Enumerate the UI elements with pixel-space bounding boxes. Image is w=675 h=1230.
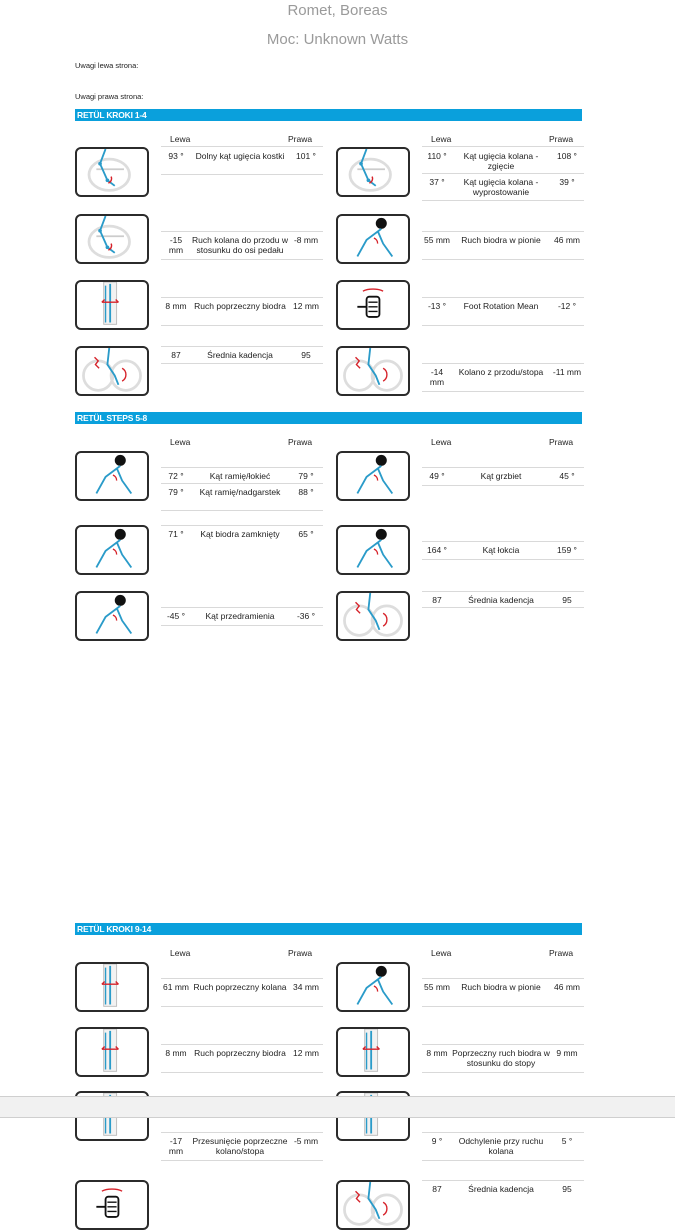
metric-row <box>162 485 322 497</box>
left-value: 55 mm <box>424 235 450 245</box>
divider <box>161 1044 323 1045</box>
cadence-icon <box>336 1180 410 1230</box>
metric-row <box>423 175 583 197</box>
metric-name: Kąt ugięcia kolana - zgięcie <box>463 151 539 171</box>
col-left-header: Lewa <box>170 437 191 447</box>
right-value: 12 mm <box>293 301 319 311</box>
metric-name: Kąt ramię/nadgarstek <box>199 487 281 497</box>
divider <box>422 259 584 260</box>
metric-name: Kąt ugięcia kolana - wyprostowanie <box>463 177 539 197</box>
knee-angle-icon <box>336 147 410 197</box>
metric-row <box>162 527 322 539</box>
metric-row <box>162 299 322 311</box>
left-value: 87 <box>171 350 181 360</box>
metric-row <box>423 469 583 481</box>
divider <box>422 173 584 174</box>
divider <box>422 559 584 560</box>
divider <box>161 483 323 484</box>
col-left-header: Lewa <box>431 948 452 958</box>
divider <box>422 200 584 201</box>
knee-over-foot-icon <box>336 346 410 396</box>
knee-forward-icon <box>75 214 149 264</box>
divider <box>422 297 584 298</box>
right-value: -5 mm <box>293 1136 319 1146</box>
section-title-steps-5-8: RETÜL STEPS 5-8 <box>75 412 582 424</box>
forearm-angle-icon <box>75 591 149 641</box>
right-value: -11 mm <box>552 367 582 377</box>
divider <box>422 591 584 592</box>
left-value: -13 ° <box>427 301 447 311</box>
left-value: 9 ° <box>431 1136 443 1146</box>
left-value: 55 mm <box>424 982 450 992</box>
right-value: 95 <box>562 595 572 605</box>
power-label: Moc: Unknown Watts <box>266 31 409 48</box>
metric-name: Średnia kadencja <box>468 595 534 605</box>
metric-name: Ruch kolana do przodu w stosunku do osi pedału <box>192 235 288 255</box>
metric-row <box>423 1134 583 1156</box>
right-value: 101 ° <box>296 151 316 161</box>
left-value: 87 <box>432 1184 442 1194</box>
right-value: 95 <box>562 1184 572 1194</box>
metric-row <box>423 593 583 605</box>
divider <box>422 485 584 486</box>
metric-row <box>162 348 322 360</box>
right-value: -8 mm <box>293 235 319 245</box>
col-left-header: Lewa <box>431 437 452 447</box>
metric-name: Kolano z przodu/stopa <box>458 367 544 377</box>
divider <box>161 1072 323 1073</box>
right-value: 5 ° <box>561 1136 573 1146</box>
divider <box>422 467 584 468</box>
divider <box>422 1180 584 1181</box>
metric-name: Średnia kadencja <box>207 350 273 360</box>
left-value: 71 ° <box>168 529 184 539</box>
right-value: 39 ° <box>559 177 575 187</box>
hip-lateral-front-icon <box>75 1027 149 1077</box>
metric-row <box>162 1134 322 1156</box>
pedal-ankle-icon <box>75 147 149 197</box>
back-angle-icon <box>336 451 410 501</box>
section-title-steps-1-4: RETÜL KROKI 1-4 <box>75 109 582 121</box>
divider <box>161 467 323 468</box>
right-value: -36 ° <box>296 611 316 621</box>
metric-row <box>423 365 583 387</box>
metric-row <box>162 980 322 992</box>
col-left-header: Lewa <box>170 948 191 958</box>
metric-name: Kąt grzbiet <box>480 471 522 481</box>
divider <box>422 231 584 232</box>
metric-name: Ruch poprzeczny biodra <box>194 1048 286 1058</box>
left-value: 37 ° <box>429 177 445 187</box>
left-value: 164 ° <box>427 545 447 555</box>
hip-foot-lateral-icon <box>336 1027 410 1077</box>
metric-name: Ruch poprzeczny biodra <box>194 301 286 311</box>
metric-row <box>423 1182 583 1194</box>
right-value: 46 mm <box>554 235 580 245</box>
col-right-header: Prawa <box>288 437 313 447</box>
left-value: -14 mm <box>429 367 445 387</box>
hip-vertical-icon <box>336 962 410 1012</box>
left-value: 8 mm <box>165 1048 187 1058</box>
metric-name: Średnia kadencja <box>468 1184 534 1194</box>
divider <box>161 346 323 347</box>
left-value: -15 mm <box>168 235 184 255</box>
left-value: 87 <box>432 595 442 605</box>
metric-name: Foot Rotation Mean <box>463 301 539 311</box>
metric-name: Kąt ramię/łokieć <box>209 471 271 481</box>
divider <box>422 1132 584 1133</box>
knee-lateral-front-icon <box>75 962 149 1012</box>
right-value: 65 ° <box>298 529 314 539</box>
col-right-header: Prawa <box>549 948 574 958</box>
hip-closed-icon <box>75 525 149 575</box>
hip-vertical-icon <box>336 214 410 264</box>
cadence-icon <box>75 346 149 396</box>
divider <box>161 525 323 526</box>
right-value: 95 <box>301 350 311 360</box>
divider <box>161 625 323 626</box>
divider <box>422 978 584 979</box>
right-value: 34 mm <box>293 982 319 992</box>
divider <box>161 146 323 147</box>
right-value: 79 ° <box>298 471 314 481</box>
cadence-partial-icon <box>75 1180 149 1230</box>
divider <box>161 607 323 608</box>
divider <box>422 363 584 364</box>
right-value: 46 mm <box>554 982 580 992</box>
metric-name: Poprzeczny ruch biodra w stosunku do stopy <box>452 1048 550 1068</box>
metric-row <box>162 469 322 481</box>
section-title-steps-9-14: RETÜL KROKI 9-14 <box>75 923 582 935</box>
divider <box>161 1006 323 1007</box>
metric-row <box>423 299 583 311</box>
col-right-header: Prawa <box>549 134 574 144</box>
horizontal-scrollbar[interactable] <box>0 1096 675 1118</box>
metric-row <box>423 543 583 555</box>
col-left-header: Lewa <box>431 134 452 144</box>
metric-row <box>423 980 583 992</box>
divider <box>161 259 323 260</box>
right-value: -12 ° <box>557 301 577 311</box>
metric-row <box>162 609 322 621</box>
metric-row <box>162 149 322 161</box>
metric-name: Kąt biodra zamknięty <box>200 529 280 539</box>
col-left-header: Lewa <box>170 134 191 144</box>
metric-name: Ruch biodra w pionie <box>461 235 541 245</box>
metric-name: Ruch biodra w pionie <box>461 982 541 992</box>
col-right-header: Prawa <box>549 437 574 447</box>
bike-title: Romet, Boreas <box>287 2 388 19</box>
right-value: 108 ° <box>557 151 577 161</box>
divider <box>161 231 323 232</box>
divider <box>161 978 323 979</box>
metric-name: Kąt przedramienia <box>205 611 275 621</box>
col-right-header: Prawa <box>288 948 313 958</box>
right-value: 12 mm <box>293 1048 319 1058</box>
divider <box>161 297 323 298</box>
divider <box>161 174 323 175</box>
divider <box>422 607 584 608</box>
left-value: 79 ° <box>168 487 184 497</box>
left-value: 93 ° <box>168 151 184 161</box>
divider <box>422 391 584 392</box>
metric-name: Kąt łokcia <box>482 545 520 555</box>
metric-name: Przesunięcie poprzeczne kolano/stopa <box>192 1136 288 1156</box>
left-value: 8 mm <box>165 301 187 311</box>
divider <box>161 1160 323 1161</box>
metric-row <box>423 233 583 245</box>
metric-row <box>423 149 583 171</box>
left-value: 49 ° <box>429 471 445 481</box>
divider <box>161 1132 323 1133</box>
divider <box>422 1044 584 1045</box>
metric-row <box>162 233 322 255</box>
left-value: -45 ° <box>166 611 186 621</box>
shoulder-elbow-icon <box>75 451 149 501</box>
divider <box>422 1072 584 1073</box>
left-value: 8 mm <box>426 1048 448 1058</box>
left-value: -17 mm <box>168 1136 184 1156</box>
divider <box>161 510 323 511</box>
divider <box>422 146 584 147</box>
right-notes-label: Uwagi prawa strona: <box>75 92 144 101</box>
right-value: 88 ° <box>298 487 314 497</box>
left-notes-label: Uwagi lewa strona: <box>75 61 139 70</box>
metric-name: Ruch poprzeczny kolana <box>193 982 287 992</box>
metric-row <box>423 1046 583 1068</box>
divider <box>422 1006 584 1007</box>
right-value: 45 ° <box>559 471 575 481</box>
divider <box>161 363 323 364</box>
cadence-icon <box>336 591 410 641</box>
right-value: 159 ° <box>557 545 577 555</box>
divider <box>422 325 584 326</box>
metric-name: Odchylenie przy ruchu kolana <box>458 1136 544 1156</box>
hip-lateral-front-icon <box>75 280 149 330</box>
metric-row <box>162 1046 322 1058</box>
left-value: 72 ° <box>168 471 184 481</box>
metric-name: Dolny kąt ugięcia kostki <box>195 151 285 161</box>
foot-rotation-icon <box>336 280 410 330</box>
left-value: 61 mm <box>163 982 189 992</box>
divider <box>161 325 323 326</box>
divider <box>422 541 584 542</box>
col-right-header: Prawa <box>288 134 313 144</box>
divider <box>422 1160 584 1161</box>
elbow-angle-icon <box>336 525 410 575</box>
left-value: 110 ° <box>427 151 447 161</box>
right-value: 9 mm <box>556 1048 578 1058</box>
